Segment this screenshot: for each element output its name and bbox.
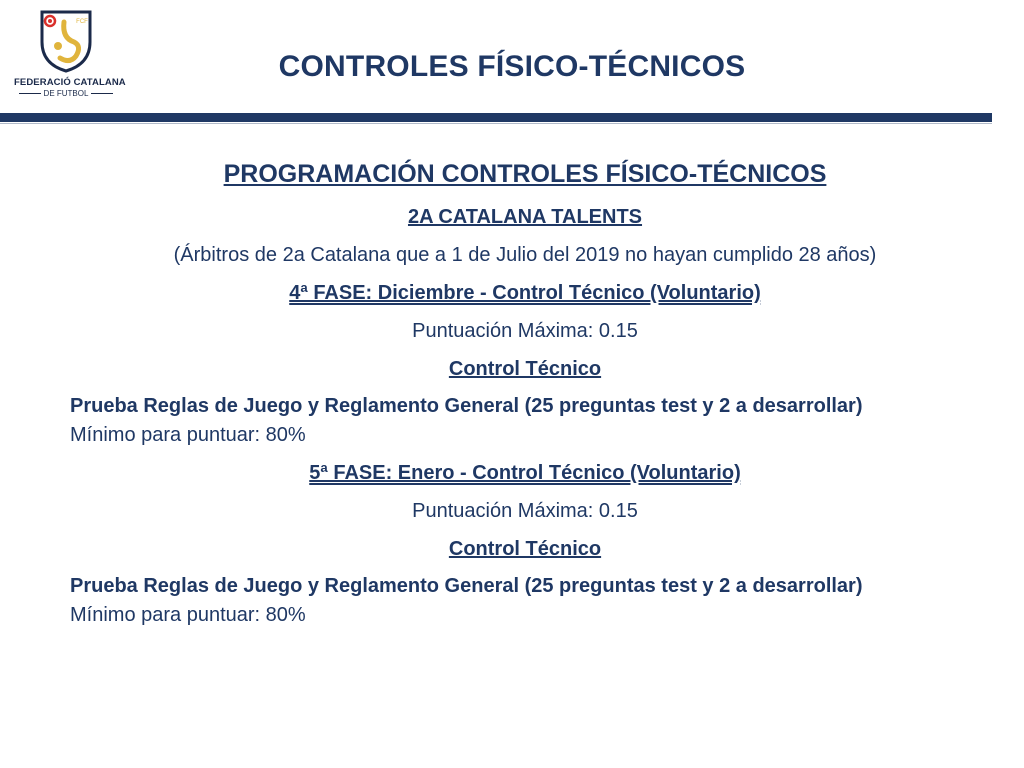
slide-content (70, 156, 980, 634)
title-divider (0, 113, 992, 122)
phase-title: 4ª FASE: Diciembre - Control Técnico (Voluntario) (289, 282, 761, 304)
title-divider-shadow (0, 123, 992, 124)
phase-title: 5ª FASE: Enero - Control Técnico (Voluntario) (309, 462, 741, 484)
logo-rule-right (91, 93, 113, 94)
logo-name: FEDERACIÓ CATALANA (14, 77, 126, 88)
eligibility-note: (Árbitros de 2a Catalana que a 1 de Julio del 2019 no hayan cumplido 28 años) (173, 244, 877, 266)
phase-test-block (70, 572, 980, 630)
phase-minimum-score: Mínimo para puntuar: 80% (70, 424, 306, 446)
logo-subname-text: DE FUTBOL (43, 89, 89, 98)
phase-control-label: Control Técnico (448, 358, 602, 380)
phase-minimum-score: Mínimo para puntuar: 80% (70, 604, 306, 626)
slide-title: CONTROLES FÍSICO-TÉCNICOS (278, 50, 746, 83)
badge-text: FCF (76, 19, 88, 25)
phase-control-label: Control Técnico (448, 538, 602, 560)
phase-max-score: Puntuación Máxima: 0.15 (412, 500, 638, 522)
logo-subname (14, 89, 118, 98)
category-label: 2A CATALANA TALENTS (407, 206, 643, 228)
phase-max-score: Puntuación Máxima: 0.15 (412, 320, 638, 342)
programme-heading: PROGRAMACIÓN CONTROLES FÍSICO-TÉCNICOS (223, 160, 827, 188)
phase-test-description: Prueba Reglas de Juego y Reglamento General (25 preguntas test y 2 a desarrollar) (70, 395, 863, 417)
logo-rule-left (19, 93, 41, 94)
phase-test-block (70, 392, 980, 450)
phase-test-description: Prueba Reglas de Juego y Reglamento General (25 preguntas test y 2 a desarrollar) (70, 575, 863, 597)
